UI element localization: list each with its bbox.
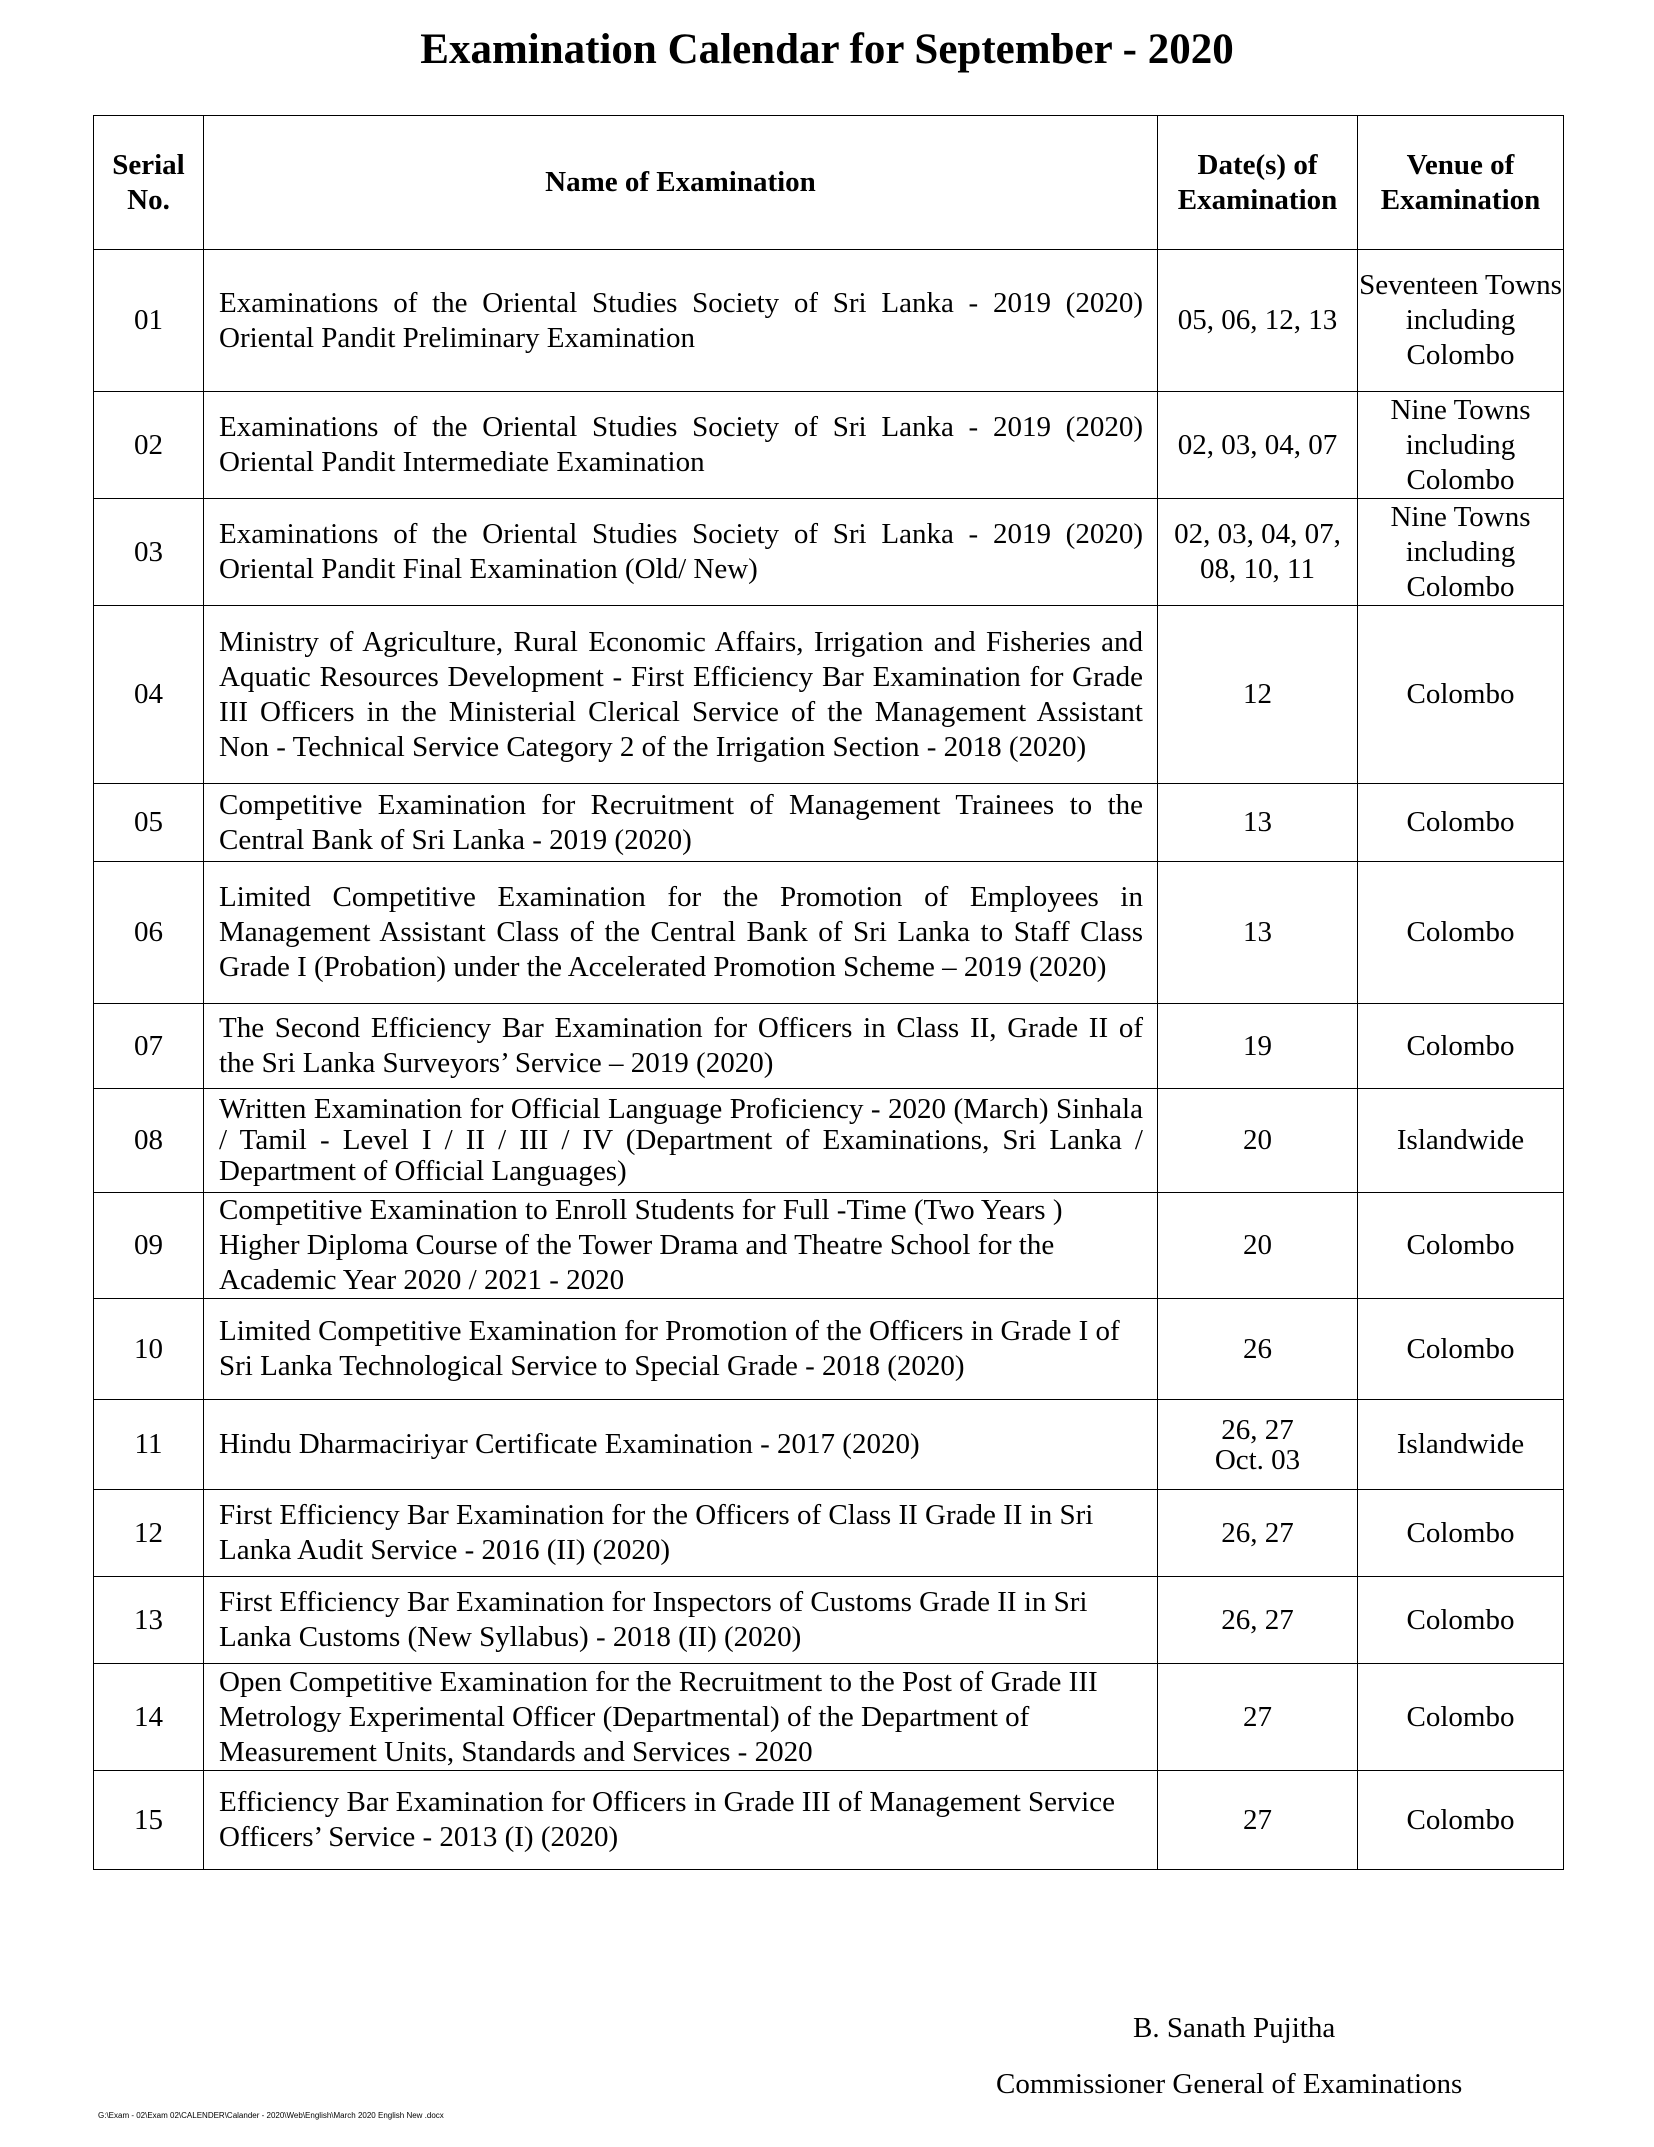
- dates-cell: 26: [1158, 1299, 1358, 1400]
- serial-cell: 15: [94, 1771, 204, 1870]
- dates-cell: 27: [1158, 1771, 1358, 1870]
- dates-cell: 02, 03, 04, 07: [1158, 392, 1358, 499]
- exam-name-cell: Limited Competitive Examination for Promotion of the Officers in Grade I of Sri Lanka Technological Service to Special Grade - 2018 (2020): [204, 1299, 1158, 1400]
- venue-cell: Seventeen Towns including Colombo: [1358, 250, 1564, 392]
- venue-cell: Colombo: [1358, 1771, 1564, 1870]
- dates-cell: 13: [1158, 784, 1358, 862]
- venue-cell: Nine Towns including Colombo: [1358, 392, 1564, 499]
- exam-name-cell: First Efficiency Bar Examination for Inspectors of Customs Grade II in Sri Lanka Customs (New Syllabus) - 2018 (II) (2020): [204, 1577, 1158, 1664]
- table-header-row: [94, 116, 1564, 250]
- venue-cell: Colombo: [1358, 1004, 1564, 1089]
- dates-cell: 27: [1158, 1664, 1358, 1771]
- table-row: [94, 606, 1564, 784]
- exam-name-cell: Hindu Dharmaciriyar Certificate Examination - 2017 (2020): [204, 1400, 1158, 1490]
- table-row: [94, 1193, 1564, 1299]
- dates-cell: 05, 06, 12, 13: [1158, 250, 1358, 392]
- table-row: [94, 1299, 1564, 1400]
- table-row: [94, 1400, 1564, 1490]
- venue-cell: Colombo: [1358, 1193, 1564, 1299]
- exam-name-cell: Written Examination for Official Language Proficiency - 2020 (March) Sinhala / Tamil - Level I / II / III / IV (Department of Examinations, Sri Lanka / Department of Official Languages): [204, 1089, 1158, 1193]
- serial-cell: 05: [94, 784, 204, 862]
- exam-name-cell: Examinations of the Oriental Studies Society of Sri Lanka - 2019 (2020) Oriental Pandit Final Examination (Old/ New): [204, 499, 1158, 606]
- exam-name-cell: The Second Efficiency Bar Examination for Officers in Class II, Grade II of the Sri Lanka Surveyors’ Service – 2019 (2020): [204, 1004, 1158, 1089]
- table-row: [94, 862, 1564, 1004]
- serial-cell: 08: [94, 1089, 204, 1193]
- exam-name-cell: Limited Competitive Examination for the Promotion of Employees in Management Assistant Class of the Central Bank of Sri Lanka to Staff Class Grade I (Probation) under the Accelerated Promotion Scheme – 2019 (2020): [204, 862, 1158, 1004]
- dates-cell: 20: [1158, 1193, 1358, 1299]
- serial-cell: 04: [94, 606, 204, 784]
- signatory-title: Commissioner General of Examinations: [996, 2068, 1463, 2100]
- exam-name-cell: Competitive Examination for Recruitment of Management Trainees to the Central Bank of Sri Lanka - 2019 (2020): [204, 784, 1158, 862]
- venue-cell: Colombo: [1358, 1299, 1564, 1400]
- venue-cell: Colombo: [1358, 1664, 1564, 1771]
- dates-cell: 26, 27: [1158, 1577, 1358, 1664]
- header-venue: Venue of Examination: [1358, 116, 1564, 250]
- header-serial: Serial No.: [94, 116, 204, 250]
- serial-cell: 06: [94, 862, 204, 1004]
- venue-cell: Colombo: [1358, 862, 1564, 1004]
- exam-name-cell: Efficiency Bar Examination for Officers in Grade III of Management Service Officers’ Service - 2013 (I) (2020): [204, 1771, 1158, 1870]
- table-row: [94, 392, 1564, 499]
- footer-file-path: G:\Exam - 02\Exam 02\CALENDER\Calander - 2020\Web\English\March 2020 English New .docx: [98, 2111, 444, 2120]
- serial-cell: 12: [94, 1490, 204, 1577]
- table-row: [94, 499, 1564, 606]
- header-name: Name of Examination: [204, 116, 1158, 250]
- venue-cell: Colombo: [1358, 1490, 1564, 1577]
- serial-cell: 13: [94, 1577, 204, 1664]
- serial-cell: 14: [94, 1664, 204, 1771]
- table-row: [94, 250, 1564, 392]
- venue-cell: Colombo: [1358, 1577, 1564, 1664]
- page-title: Examination Calendar for September - 2020: [420, 26, 1234, 73]
- exam-name-cell: Competitive Examination to Enroll Students for Full -Time (Two Years ) Higher Diploma Course of the Tower Drama and Theatre School for the Academic Year 2020 / 2021 - 2020: [204, 1193, 1158, 1299]
- dates-cell: 26, 27 Oct. 03: [1158, 1400, 1358, 1490]
- exam-calendar-table: [93, 115, 1564, 1870]
- dates-cell: 19: [1158, 1004, 1358, 1089]
- venue-cell: Islandwide: [1358, 1400, 1564, 1490]
- header-dates: Date(s) of Examination: [1158, 116, 1358, 250]
- venue-cell: Islandwide: [1358, 1089, 1564, 1193]
- venue-cell: Nine Towns including Colombo: [1358, 499, 1564, 606]
- table-row: [94, 1664, 1564, 1771]
- serial-cell: 01: [94, 250, 204, 392]
- dates-cell: 13: [1158, 862, 1358, 1004]
- exam-name-cell: First Efficiency Bar Examination for the Officers of Class II Grade II in Sri Lanka Audit Service - 2016 (II) (2020): [204, 1490, 1158, 1577]
- venue-cell: Colombo: [1358, 606, 1564, 784]
- table-row: [94, 1771, 1564, 1870]
- signature-block: [996, 2000, 1462, 2112]
- exam-name-cell: Examinations of the Oriental Studies Society of Sri Lanka - 2019 (2020) Oriental Pandit Intermediate Examination: [204, 392, 1158, 499]
- venue-cell: Colombo: [1358, 784, 1564, 862]
- serial-cell: 07: [94, 1004, 204, 1089]
- exam-name-cell: Open Competitive Examination for the Recruitment to the Post of Grade III Metrology Experimental Officer (Departmental) of the Department of Measurement Units, Standards and Services - 2020: [204, 1664, 1158, 1771]
- serial-cell: 03: [94, 499, 204, 606]
- exam-name-cell: Examinations of the Oriental Studies Society of Sri Lanka - 2019 (2020) Oriental Pandit Preliminary Examination: [204, 250, 1158, 392]
- dates-cell: 12: [1158, 606, 1358, 784]
- exam-name-cell: Ministry of Agriculture, Rural Economic Affairs, Irrigation and Fisheries and Aquatic Resources Development - First Efficiency Bar Examination for Grade III Officers in the Ministerial Clerical Service of the Management Assistant Non - Technical Service Category 2 of the Irrigation Section - 2018 (2020): [204, 606, 1158, 784]
- dates-cell: 20: [1158, 1089, 1358, 1193]
- table-row: [94, 784, 1564, 862]
- serial-cell: 10: [94, 1299, 204, 1400]
- serial-cell: 02: [94, 392, 204, 499]
- table-row: [94, 1089, 1564, 1193]
- table-row: [94, 1490, 1564, 1577]
- signatory-name: B. Sanath Pujitha: [1133, 2012, 1336, 2044]
- serial-cell: 09: [94, 1193, 204, 1299]
- table-row: [94, 1004, 1564, 1089]
- dates-cell: 26, 27: [1158, 1490, 1358, 1577]
- serial-cell: 11: [94, 1400, 204, 1490]
- table-row: [94, 1577, 1564, 1664]
- dates-cell: 02, 03, 04, 07, 08, 10, 11: [1158, 499, 1358, 606]
